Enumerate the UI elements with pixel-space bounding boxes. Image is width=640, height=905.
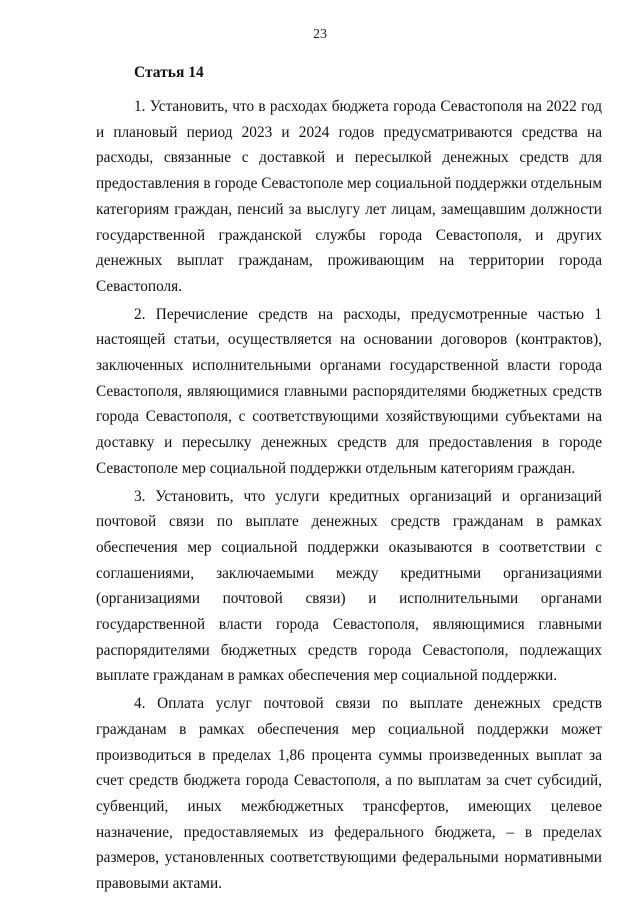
page-number: 23 xyxy=(313,27,327,42)
article-clause-3: 3. Установить, что услуги кредитных организаций и организаций почтовой связи по выплате денежных средств гражданам в рамках обеспечения мер социальной поддержки оказываются в соответствии с соглашениями, заключаемыми между кредитными организациями (организациями почтовой связи) и исполнительными органами государственной власти города Севастополя, являющимися главными распорядителями бюджетных средств города Севастополя, подлежащих выплате гражданам в рамках обеспечения мер социальной поддержки. xyxy=(96,487,602,685)
article-clause-1: 1. Установить, что в расходах бюджета города Севастополя на 2022 год и плановый период 2023 и 2024 годов предусматриваются средства на расходы, связанные с доставкой и пересылкой денежных средств для предоставления в городе Севастополе мер социальной поддержки отдельным категориям граждан, пенсий за выслугу лет лицам, замещавшим должности государственной гражданской службы города Севастополя, и других денежных выплат гражданам, проживающим на территории города Севастополя. xyxy=(96,98,602,295)
article-clause-2: 2. Перечисление средств на расходы, предусмотренные частью 1 настоящей статьи, осуществляется на основании договоров (контрактов), заключенных исполнительными органами государственной власти города Севастополя, являющимися главными распорядителями бюджетных средств города Севастополя, с соответствующими хозяйствующими субъектами на доставку и пересылку денежных средств для предоставления в городе Севастополе мер социальной поддержки отдельным категориям граждан. xyxy=(96,305,602,477)
article-clause-4: 4. Оплата услуг почтовой связи по выплате денежных средств гражданам в рамках обеспечения мер социальной поддержки может производиться в пределах 1,86 процента суммы произведенных выплат за счет средств бюджета города Севастополя, а по выплатам за счет субсидий, субвенций, иных межбюджетных трансфертов, имеющих целевое назначение, предоставляемых из федерального бюджета, – в пределах размеров, установленных соответствующими федеральными нормативными правовыми актами. xyxy=(96,695,602,893)
article-content xyxy=(96,60,602,897)
article-title: Статья 14 xyxy=(134,64,204,81)
